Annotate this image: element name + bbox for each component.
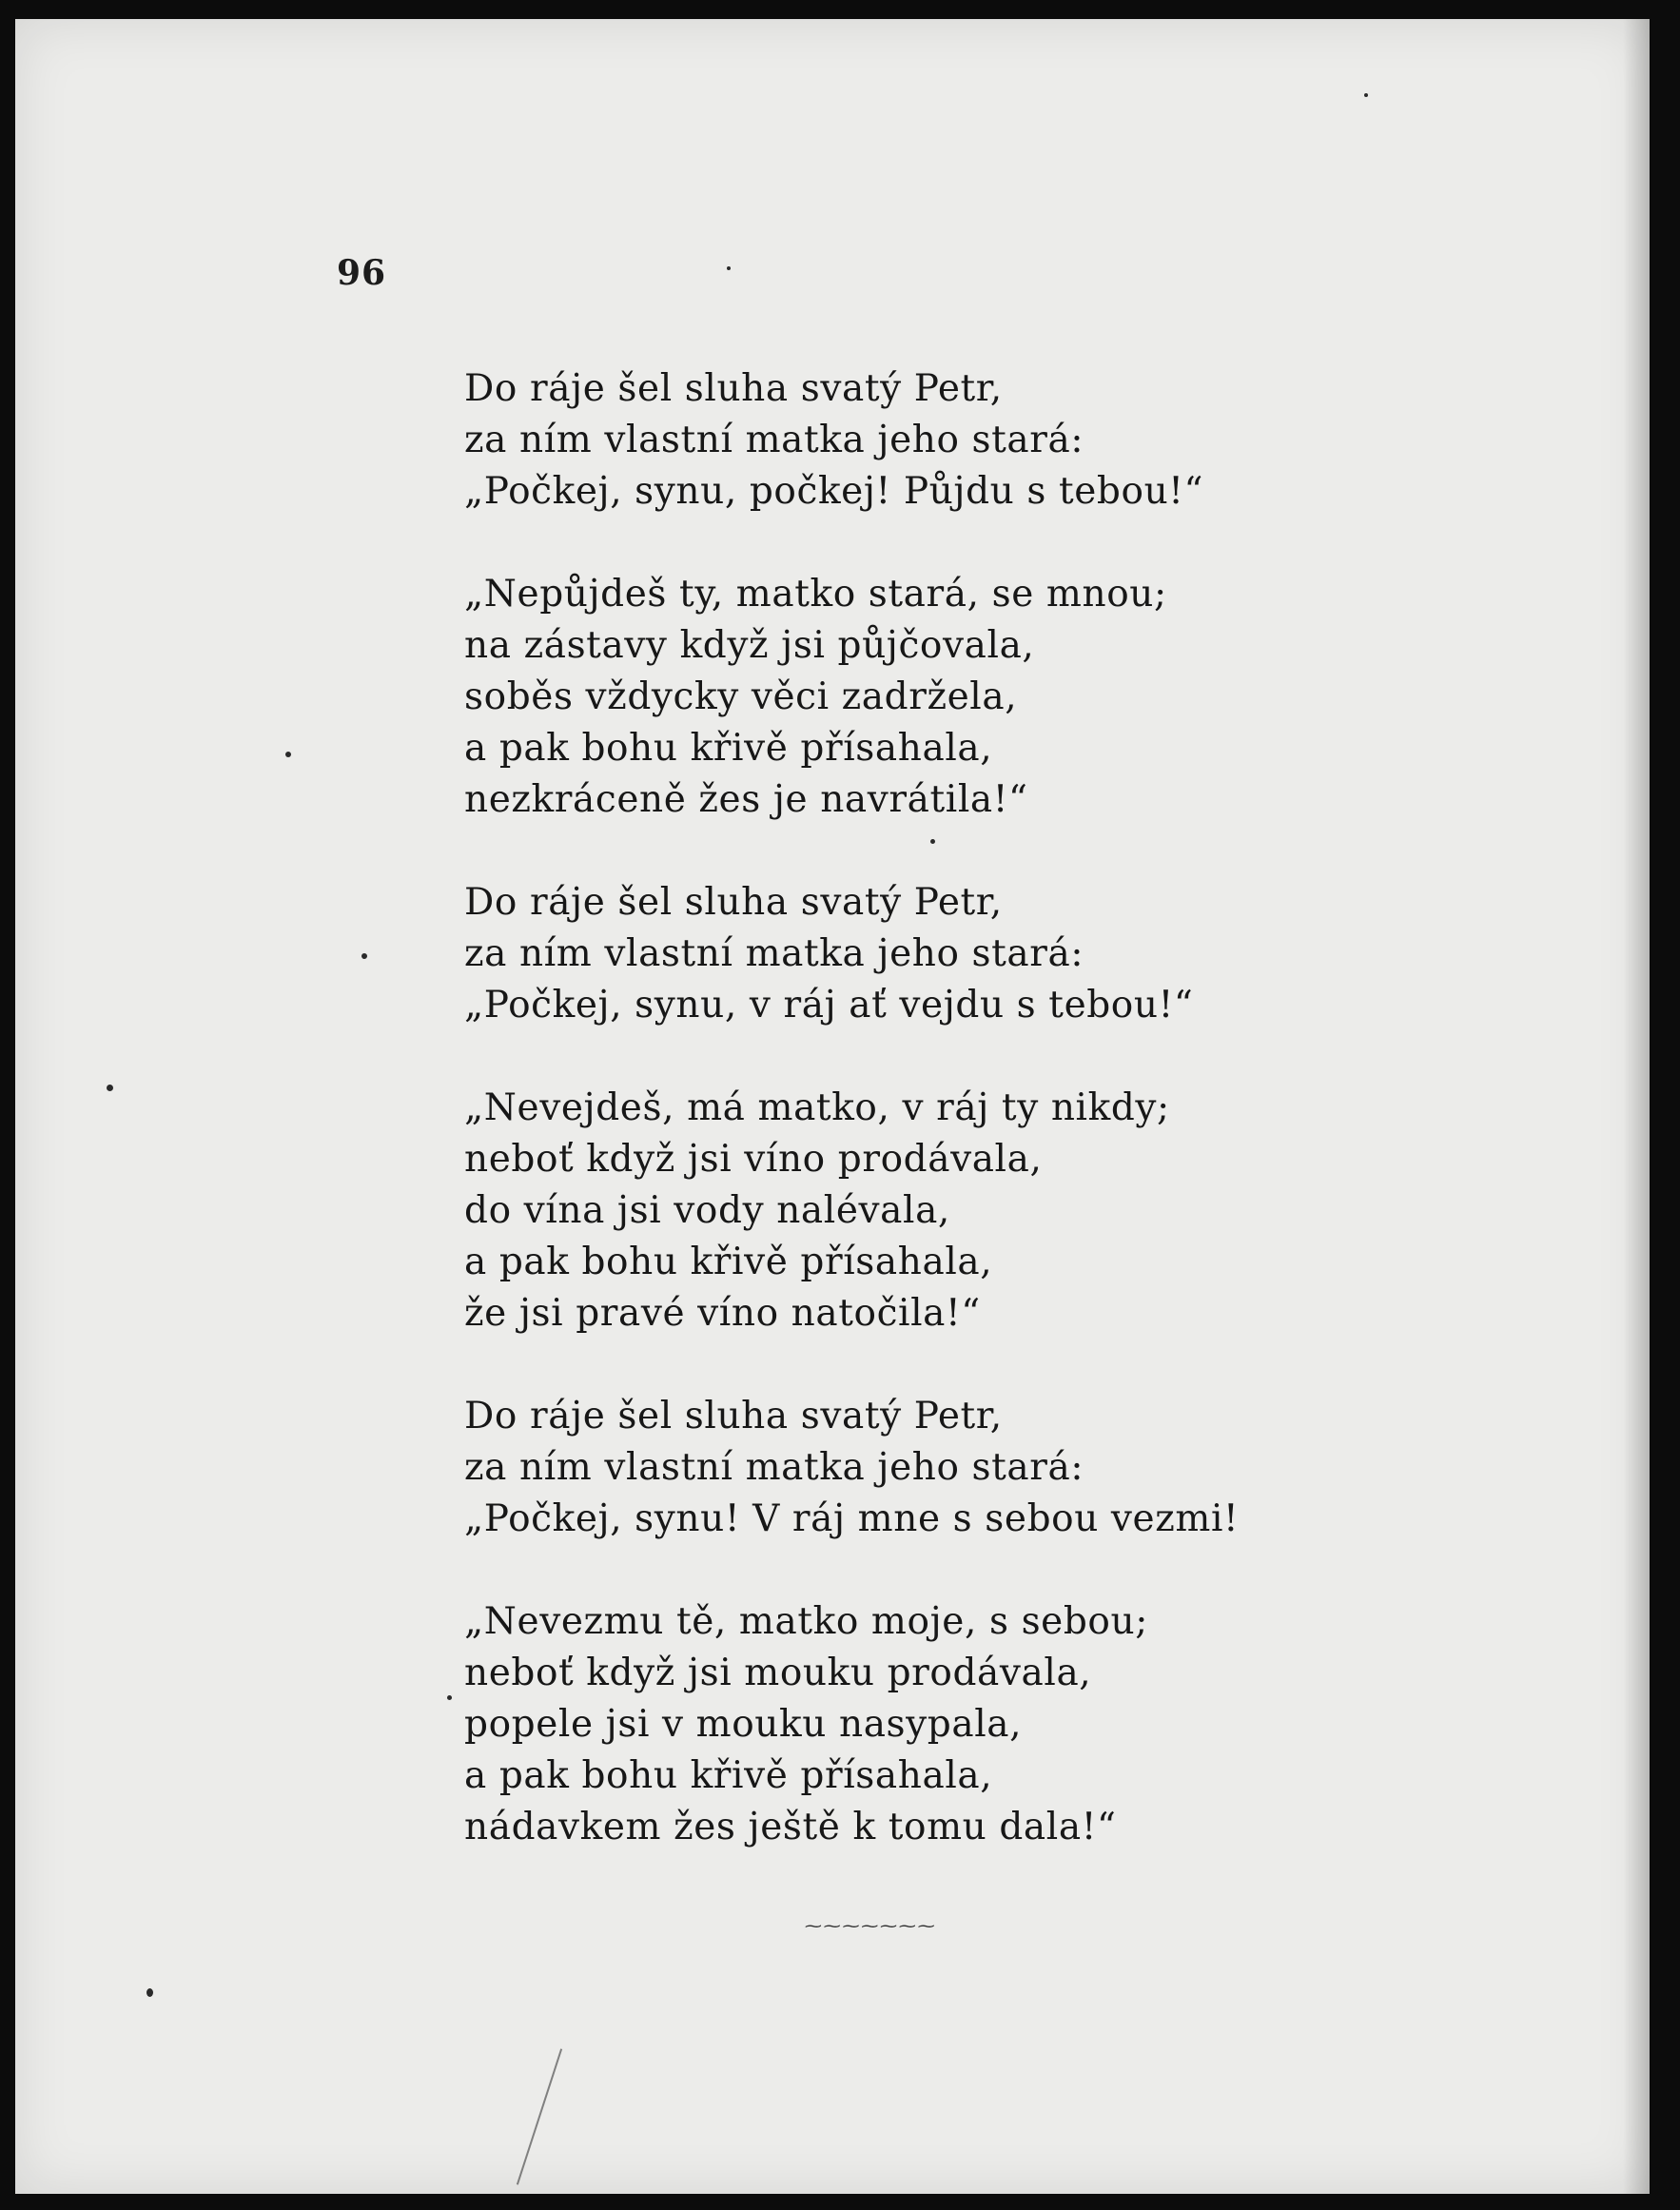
poem-line: za ním vlastní matka jeho stará: <box>464 1446 1084 1489</box>
scan-speck <box>447 1695 452 1700</box>
poem-line: Do ráje šel sluha svatý Petr, <box>464 1395 1003 1437</box>
poem-line: nezkráceně žes je navrátila!“ <box>464 778 1028 821</box>
book-page <box>15 19 1650 2194</box>
poem-line: neboť když jsi víno prodávala, <box>464 1138 1043 1181</box>
stanza-4 <box>464 1083 1558 1340</box>
stanza-3 <box>464 877 1558 1031</box>
poem-line: Do ráje šel sluha svatý Petr, <box>464 881 1003 924</box>
poem-line: neboť když jsi mouku prodávala, <box>464 1652 1092 1694</box>
scan-scratch <box>517 2048 562 2184</box>
scan-speck <box>107 1085 113 1091</box>
poem-line: „Počkej, synu, v ráj ať vejdu s tebou!“ <box>464 984 1194 1027</box>
scan-speck <box>930 839 935 844</box>
scan-speck <box>727 266 731 270</box>
poem-line: že jsi pravé víno natočila!“ <box>464 1292 981 1335</box>
poem-line: a pak bohu křivě přísahala, <box>464 1754 993 1797</box>
poem-line: za ním vlastní matka jeho stará: <box>464 932 1084 975</box>
poem-line: na zástavy když jsi půjčovala, <box>464 624 1035 667</box>
poem-line: „Počkej, synu! V ráj mne s sebou vezmi! <box>464 1497 1240 1540</box>
scan-speck <box>147 1988 153 1997</box>
closing-ornament: ~~~~~~~ <box>803 1918 935 1935</box>
stanza-5 <box>464 1391 1558 1545</box>
poem-line: „Nepůjdeš ty, matko stará, se mnou; <box>464 573 1167 616</box>
stanza-1 <box>464 363 1558 518</box>
poem-line: popele jsi v mouku nasypala, <box>464 1703 1023 1746</box>
poem-line: a pak bohu křivě přísahala, <box>464 727 993 770</box>
poem-line: a pak bohu křivě přísahala, <box>464 1241 993 1283</box>
poem-line: Do ráje šel sluha svatý Petr, <box>464 367 1003 410</box>
page-edge-shadow <box>1623 19 1650 2194</box>
poem <box>464 363 1558 1905</box>
scan-speck <box>1364 93 1368 97</box>
page-number: 96 <box>337 253 387 293</box>
poem-line: za ním vlastní matka jeho stará: <box>464 419 1084 461</box>
poem-line: „Nevejdeš, má matko, v ráj ty nikdy; <box>464 1086 1170 1129</box>
poem-line: soběs vždycky věci zadržela, <box>464 675 1018 718</box>
poem-line: nádavkem žes ještě k tomu dala!“ <box>464 1806 1117 1848</box>
stanza-2 <box>464 569 1558 826</box>
stanza-6 <box>464 1596 1558 1853</box>
scan-speck <box>285 752 291 757</box>
poem-line: „Počkej, synu, počkej! Půjdu s tebou!“ <box>464 470 1204 513</box>
poem-line: do vína jsi vody nalévala, <box>464 1189 950 1232</box>
scan-speck <box>361 953 367 959</box>
poem-line: „Nevezmu tě, matko moje, s sebou; <box>464 1600 1148 1643</box>
